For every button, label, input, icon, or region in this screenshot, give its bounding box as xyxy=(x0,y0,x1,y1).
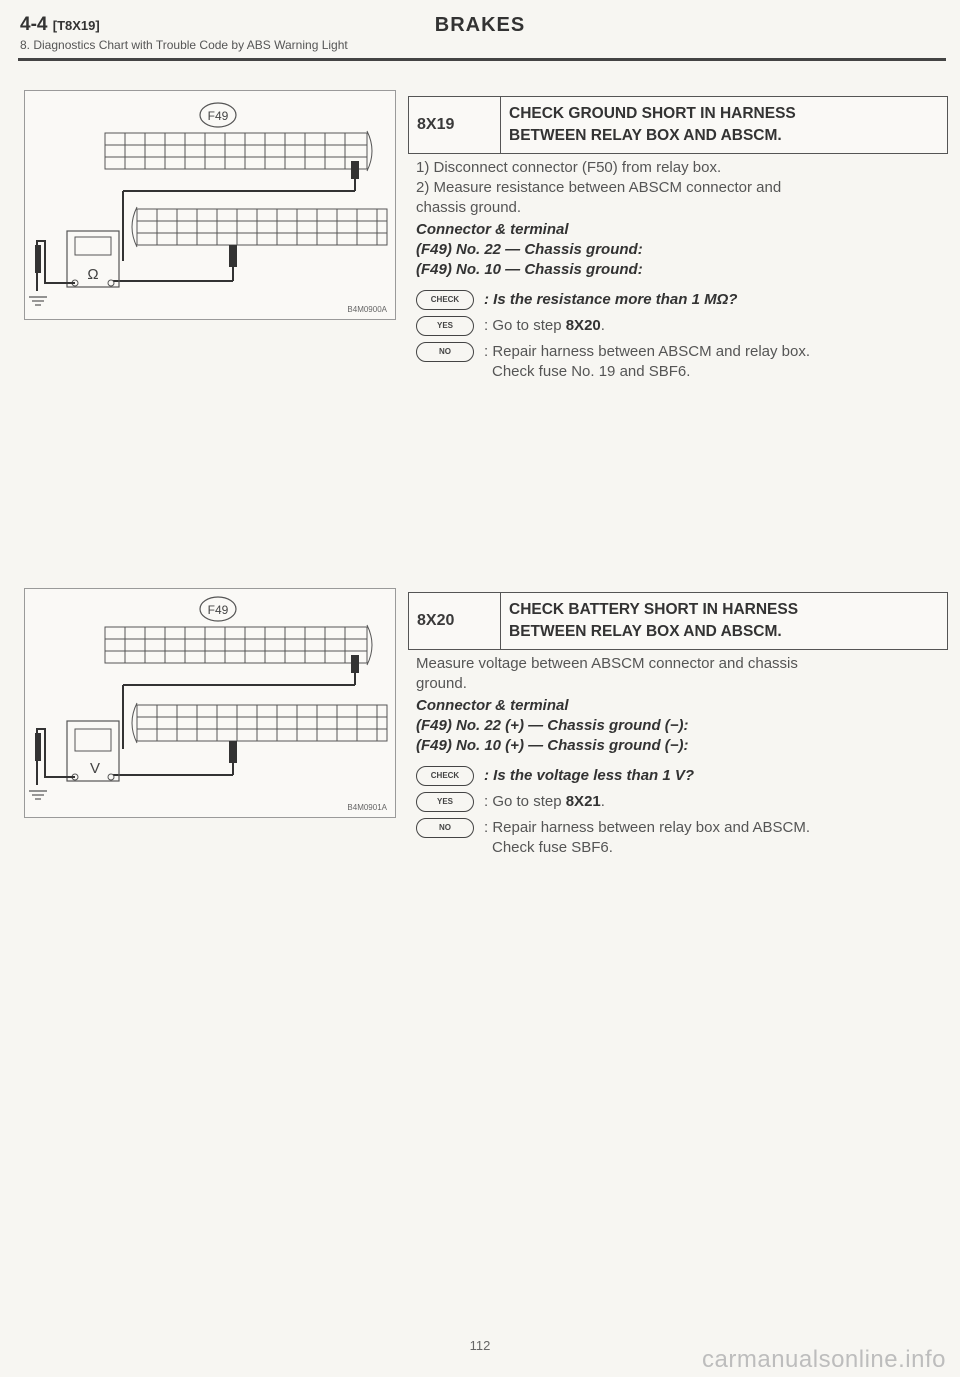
step-id: 8X19 xyxy=(409,97,501,153)
step-body xyxy=(408,158,948,382)
step-title xyxy=(501,97,804,153)
step-title-line-2: BETWEEN RELAY BOX AND ABSCM. xyxy=(509,623,782,640)
step-title-line-2: BETWEEN RELAY BOX AND ABSCM. xyxy=(509,127,782,144)
step-body xyxy=(408,654,948,858)
check-question: : Is the resistance more than 1 MΩ? xyxy=(484,291,738,308)
step-title xyxy=(501,593,806,649)
step-title-line-1: CHECK BATTERY SHORT IN HARNESS xyxy=(509,601,799,618)
figure-voltage-check xyxy=(24,588,396,818)
no-answer-line-1: : Repair harness between ABSCM and relay box. xyxy=(484,343,811,360)
connector-label: F49 xyxy=(207,603,229,617)
body-line: 2) Measure resistance between ABSCM connector and xyxy=(416,179,782,196)
body-line: ground. xyxy=(416,675,467,692)
no-answer xyxy=(484,342,810,382)
page-number: 112 xyxy=(469,1338,491,1353)
check-icon: CHECK xyxy=(416,766,474,786)
body-line: 1) Disconnect connector (F50) from relay box. xyxy=(416,159,722,176)
body-line: chassis ground. xyxy=(416,199,522,216)
no-answer-line-1: : Repair harness between relay box and ABSCM. xyxy=(484,819,811,836)
yes-icon: YES xyxy=(416,792,474,812)
check-icon: CHECK xyxy=(416,290,474,310)
figure-id: B4M0900A xyxy=(347,305,387,314)
ohmmeter-diagram xyxy=(25,91,395,319)
yes-row xyxy=(416,792,948,812)
terminal-item: (F49) No. 22 — Chassis ground: xyxy=(416,241,643,258)
yes-prefix: : Go to step xyxy=(484,793,566,810)
no-answer-line-2: Check fuse No. 19 and SBF6. xyxy=(492,363,691,380)
voltmeter-diagram xyxy=(25,589,395,817)
terminal-item: (F49) No. 10 (+) — Chassis ground (−): xyxy=(416,737,689,754)
step-header xyxy=(408,592,948,650)
yes-answer xyxy=(484,316,605,336)
terminal-heading: Connector & terminal xyxy=(416,697,569,714)
check-row xyxy=(416,766,948,786)
next-step-ref: 8X21 xyxy=(565,793,601,810)
header-rule xyxy=(18,58,946,61)
volt-symbol: V xyxy=(89,760,101,777)
yes-icon: YES xyxy=(416,316,474,336)
ohm-symbol: Ω xyxy=(87,266,99,283)
figure-resistance-check xyxy=(24,90,396,320)
next-step-ref: 8X20 xyxy=(565,317,601,334)
watermark: carmanualsonline.info xyxy=(702,1346,946,1373)
no-icon: NO xyxy=(416,342,474,362)
figure-id: B4M0901A xyxy=(347,803,387,812)
no-answer-line-2: Check fuse SBF6. xyxy=(492,839,613,856)
section-label: 4-4 xyxy=(20,14,48,35)
terminal-item: (F49) No. 10 — Chassis ground: xyxy=(416,261,643,278)
yes-suffix: . xyxy=(600,793,605,810)
terminal-item: (F49) No. 22 (+) — Chassis ground (−): xyxy=(416,717,689,734)
page-title: BRAKES xyxy=(434,14,526,36)
yes-answer xyxy=(484,792,605,812)
step-8x20 xyxy=(408,592,948,858)
section-code: [T8X19] xyxy=(52,18,100,33)
step-header xyxy=(408,96,948,154)
no-answer xyxy=(484,818,810,858)
no-row xyxy=(416,818,948,858)
no-icon: NO xyxy=(416,818,474,838)
step-8x19 xyxy=(408,96,948,382)
body-line: Measure voltage between ABSCM connector and chassis xyxy=(416,655,798,672)
page-subtitle: 8. Diagnostics Chart with Trouble Code by ABS Warning Light xyxy=(20,38,348,52)
terminal-heading: Connector & terminal xyxy=(416,221,569,238)
step-title-line-1: CHECK GROUND SHORT IN HARNESS xyxy=(509,105,796,122)
no-row xyxy=(416,342,948,382)
yes-prefix: : Go to step xyxy=(484,317,566,334)
yes-row xyxy=(416,316,948,336)
check-row xyxy=(416,290,948,310)
yes-suffix: . xyxy=(600,317,605,334)
step-id: 8X20 xyxy=(409,593,501,649)
check-question: : Is the voltage less than 1 V? xyxy=(484,767,695,784)
connector-label: F49 xyxy=(207,109,229,123)
